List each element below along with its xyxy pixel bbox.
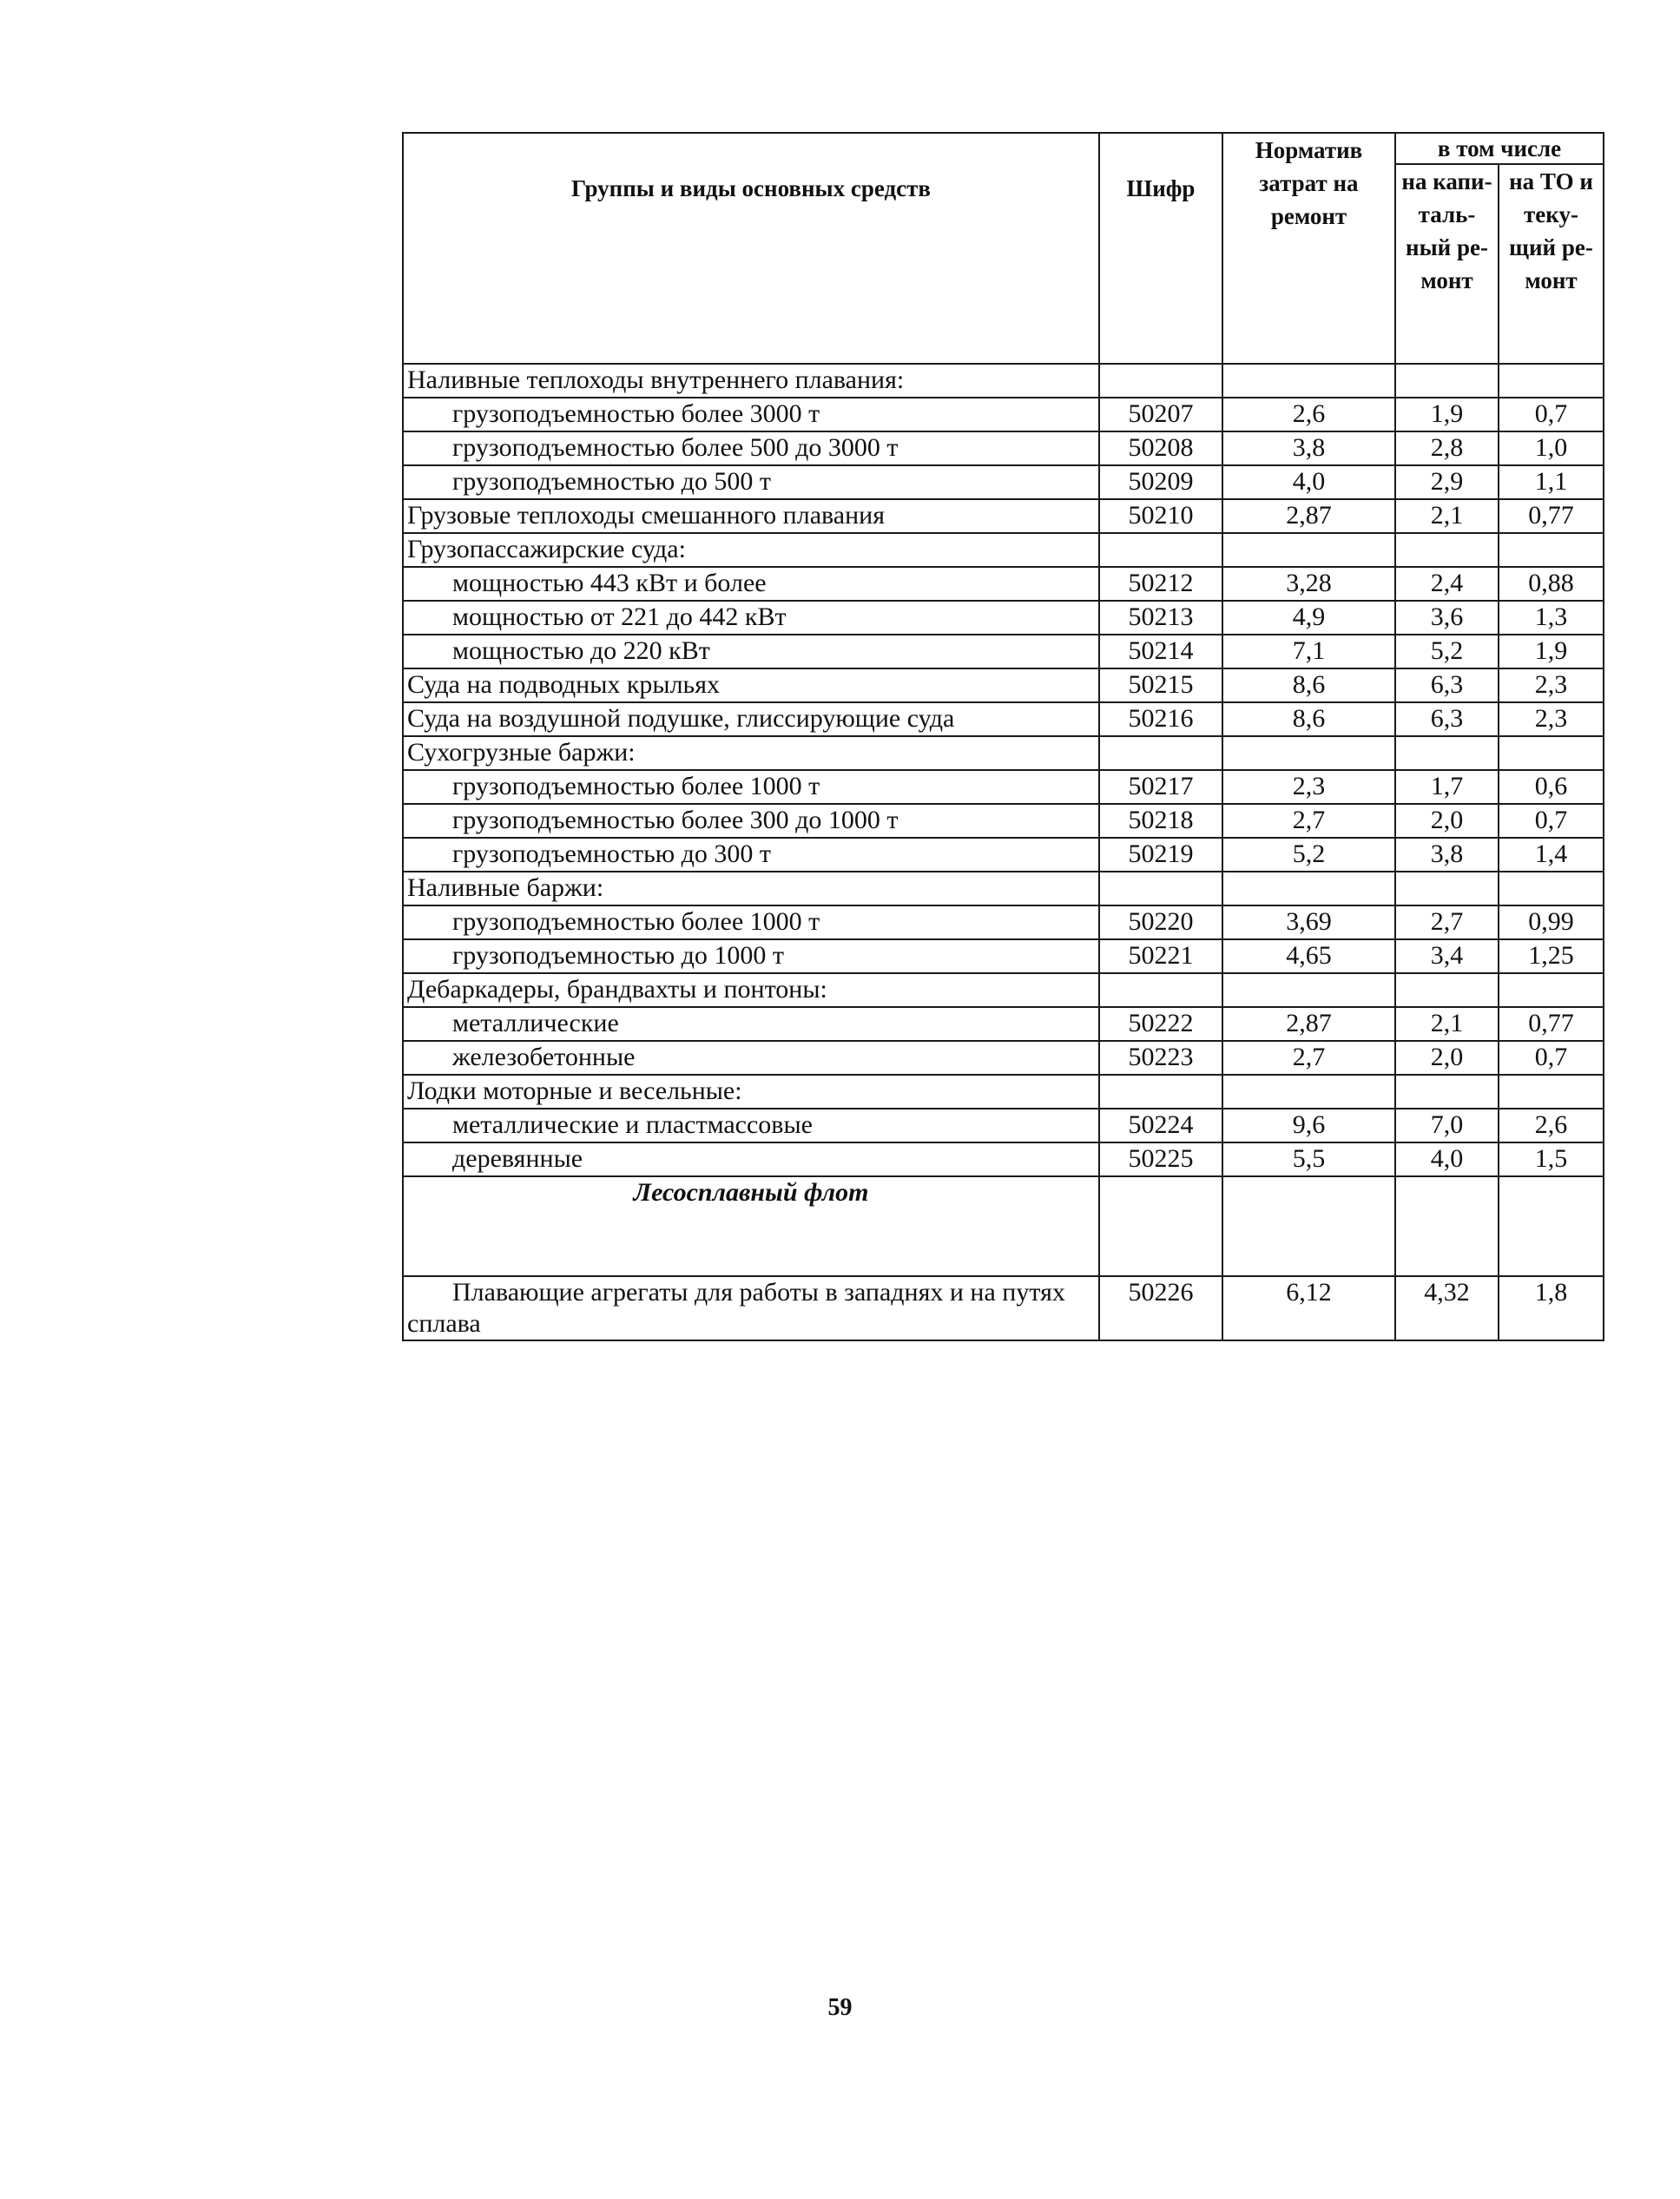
row-current: 0,6 [1499,770,1604,804]
row-norm [1222,533,1395,567]
row-code: 50225 [1099,1142,1222,1176]
row-current: 1,25 [1499,939,1604,973]
row-current [1499,872,1604,905]
row-current: 0,7 [1499,1041,1604,1075]
row-norm: 9,6 [1222,1109,1395,1142]
row-name: деревянные [403,1142,1099,1176]
row-norm: 4,0 [1222,465,1395,499]
empty-cell [1099,1176,1222,1276]
table-body [403,364,1604,1340]
row-norm: 6,12 [1222,1276,1395,1340]
table-row [403,465,1604,499]
row-norm: 4,9 [1222,601,1395,635]
row-capital [1395,533,1499,567]
row-code: 50224 [1099,1109,1222,1142]
row-name: металлические и пластмассовые [403,1109,1099,1142]
section-title: Лесосплавный флот [403,1176,1099,1276]
norms-table [402,132,1604,1341]
header-capital: на капи-таль-ный ре-монт [1395,164,1499,364]
table-row [403,736,1604,770]
empty-cell [1499,1176,1604,1276]
row-code [1099,533,1222,567]
table-row [403,1142,1604,1176]
table-row [403,364,1604,398]
header-current: на ТО и теку-щий ре-монт [1499,164,1604,364]
row-capital [1395,973,1499,1007]
row-name: грузоподъемностью более 500 до 3000 т [403,431,1099,465]
row-current [1499,364,1604,398]
row-code: 50219 [1099,838,1222,872]
row-norm: 5,5 [1222,1142,1395,1176]
row-name: металлические [403,1007,1099,1041]
row-current [1499,973,1604,1007]
row-norm: 3,69 [1222,905,1395,939]
row-norm: 8,6 [1222,702,1395,736]
table-row [403,872,1604,905]
row-current: 0,77 [1499,499,1604,533]
table-row [403,939,1604,973]
row-name: мощностью 443 кВт и более [403,567,1099,601]
row-code [1099,973,1222,1007]
row-capital: 2,0 [1395,804,1499,838]
row-norm [1222,1075,1395,1109]
row-capital: 6,3 [1395,702,1499,736]
table-row [403,1041,1604,1075]
row-norm: 5,2 [1222,838,1395,872]
row-current: 1,0 [1499,431,1604,465]
row-norm: 3,28 [1222,567,1395,601]
row-code [1099,1075,1222,1109]
table-row [403,567,1604,601]
row-name: грузоподъемностью до 300 т [403,838,1099,872]
row-code: 50226 [1099,1276,1222,1340]
row-capital: 2,9 [1395,465,1499,499]
row-current: 0,7 [1499,804,1604,838]
row-norm: 2,3 [1222,770,1395,804]
table-row [403,601,1604,635]
row-name: Дебаркадеры, брандвахты и понтоны: [403,973,1099,1007]
row-norm: 3,8 [1222,431,1395,465]
section-row [403,1176,1604,1276]
row-code [1099,364,1222,398]
row-capital: 2,0 [1395,1041,1499,1075]
row-capital: 4,0 [1395,1142,1499,1176]
header-groups: Группы и виды основных средств [403,133,1099,364]
row-current: 1,8 [1499,1276,1604,1340]
row-capital: 3,4 [1395,939,1499,973]
row-norm: 2,87 [1222,1007,1395,1041]
row-code: 50208 [1099,431,1222,465]
row-norm: 4,65 [1222,939,1395,973]
row-norm: 8,6 [1222,668,1395,702]
table-row [403,973,1604,1007]
table-row [403,1007,1604,1041]
row-current [1499,533,1604,567]
row-capital: 6,3 [1395,668,1499,702]
empty-cell [1395,1176,1499,1276]
table-row [403,1075,1604,1109]
row-current [1499,1075,1604,1109]
table-row [403,838,1604,872]
row-capital: 2,4 [1395,567,1499,601]
row-name: Грузовые теплоходы смешанного плавания [403,499,1099,533]
row-code: 50223 [1099,1041,1222,1075]
row-capital: 1,9 [1395,398,1499,431]
row-capital: 2,1 [1395,499,1499,533]
table-row [403,668,1604,702]
row-current: 0,77 [1499,1007,1604,1041]
table-row [403,635,1604,668]
table-row [403,398,1604,431]
row-name: Наливные теплоходы внутреннего плавания: [403,364,1099,398]
table-row [403,1276,1604,1340]
table-row [403,702,1604,736]
row-code: 50207 [1099,398,1222,431]
row-name: Плавающие агрегаты для работы в западнях и на путях сплава [403,1276,1099,1340]
row-norm: 7,1 [1222,635,1395,668]
row-current: 0,88 [1499,567,1604,601]
row-current: 2,3 [1499,702,1604,736]
row-name: Суда на воздушной подушке, глиссирующие суда [403,702,1099,736]
row-code: 50215 [1099,668,1222,702]
row-code: 50213 [1099,601,1222,635]
row-current: 1,1 [1499,465,1604,499]
row-name: Сухогрузные баржи: [403,736,1099,770]
table-row [403,1109,1604,1142]
row-capital: 4,32 [1395,1276,1499,1340]
row-code: 50209 [1099,465,1222,499]
row-current: 0,99 [1499,905,1604,939]
row-capital: 2,7 [1395,905,1499,939]
table-row [403,533,1604,567]
row-current [1499,736,1604,770]
row-norm: 2,7 [1222,1041,1395,1075]
row-name: грузоподъемностью до 1000 т [403,939,1099,973]
row-code: 50222 [1099,1007,1222,1041]
row-name: железобетонные [403,1041,1099,1075]
row-current: 1,5 [1499,1142,1604,1176]
row-current: 1,4 [1499,838,1604,872]
row-name: грузоподъемностью более 1000 т [403,770,1099,804]
row-name: грузоподъемностью более 300 до 1000 т [403,804,1099,838]
row-code: 50221 [1099,939,1222,973]
row-name: Наливные баржи: [403,872,1099,905]
row-name: Грузопассажирские суда: [403,533,1099,567]
row-capital: 5,2 [1395,635,1499,668]
row-current: 1,3 [1499,601,1604,635]
empty-cell [1222,1176,1395,1276]
row-code: 50216 [1099,702,1222,736]
row-code: 50212 [1099,567,1222,601]
row-capital: 3,6 [1395,601,1499,635]
row-norm: 2,7 [1222,804,1395,838]
header-code: Шифр [1099,133,1222,364]
row-code [1099,872,1222,905]
row-name: грузоподъемностью до 500 т [403,465,1099,499]
row-name: грузоподъемностью более 1000 т [403,905,1099,939]
page-number: 59 [827,1994,853,2021]
row-capital: 7,0 [1395,1109,1499,1142]
row-name: мощностью от 221 до 442 кВт [403,601,1099,635]
row-norm: 2,6 [1222,398,1395,431]
row-capital [1395,736,1499,770]
row-norm [1222,364,1395,398]
row-code: 50210 [1099,499,1222,533]
row-capital: 2,1 [1395,1007,1499,1041]
table-row [403,499,1604,533]
row-current: 0,7 [1499,398,1604,431]
table-row [403,431,1604,465]
table-row [403,770,1604,804]
table-row [403,804,1604,838]
row-capital [1395,872,1499,905]
row-code [1099,736,1222,770]
row-norm [1222,973,1395,1007]
header-norm: Норматив затрат на ремонт [1222,133,1395,364]
row-current: 2,3 [1499,668,1604,702]
row-code: 50214 [1099,635,1222,668]
row-code: 50217 [1099,770,1222,804]
row-norm [1222,736,1395,770]
row-code: 50220 [1099,905,1222,939]
row-current: 2,6 [1499,1109,1604,1142]
header-including: в том числе [1395,133,1604,164]
table-row [403,905,1604,939]
row-norm: 2,87 [1222,499,1395,533]
row-capital [1395,1075,1499,1109]
row-capital: 2,8 [1395,431,1499,465]
row-capital [1395,364,1499,398]
row-capital: 1,7 [1395,770,1499,804]
row-norm [1222,872,1395,905]
row-name: Лодки моторные и весельные: [403,1075,1099,1109]
row-code: 50218 [1099,804,1222,838]
row-current: 1,9 [1499,635,1604,668]
row-name: мощностью до 220 кВт [403,635,1099,668]
row-capital: 3,8 [1395,838,1499,872]
row-name: Суда на подводных крыльях [403,668,1099,702]
row-name: грузоподъемностью более 3000 т [403,398,1099,431]
